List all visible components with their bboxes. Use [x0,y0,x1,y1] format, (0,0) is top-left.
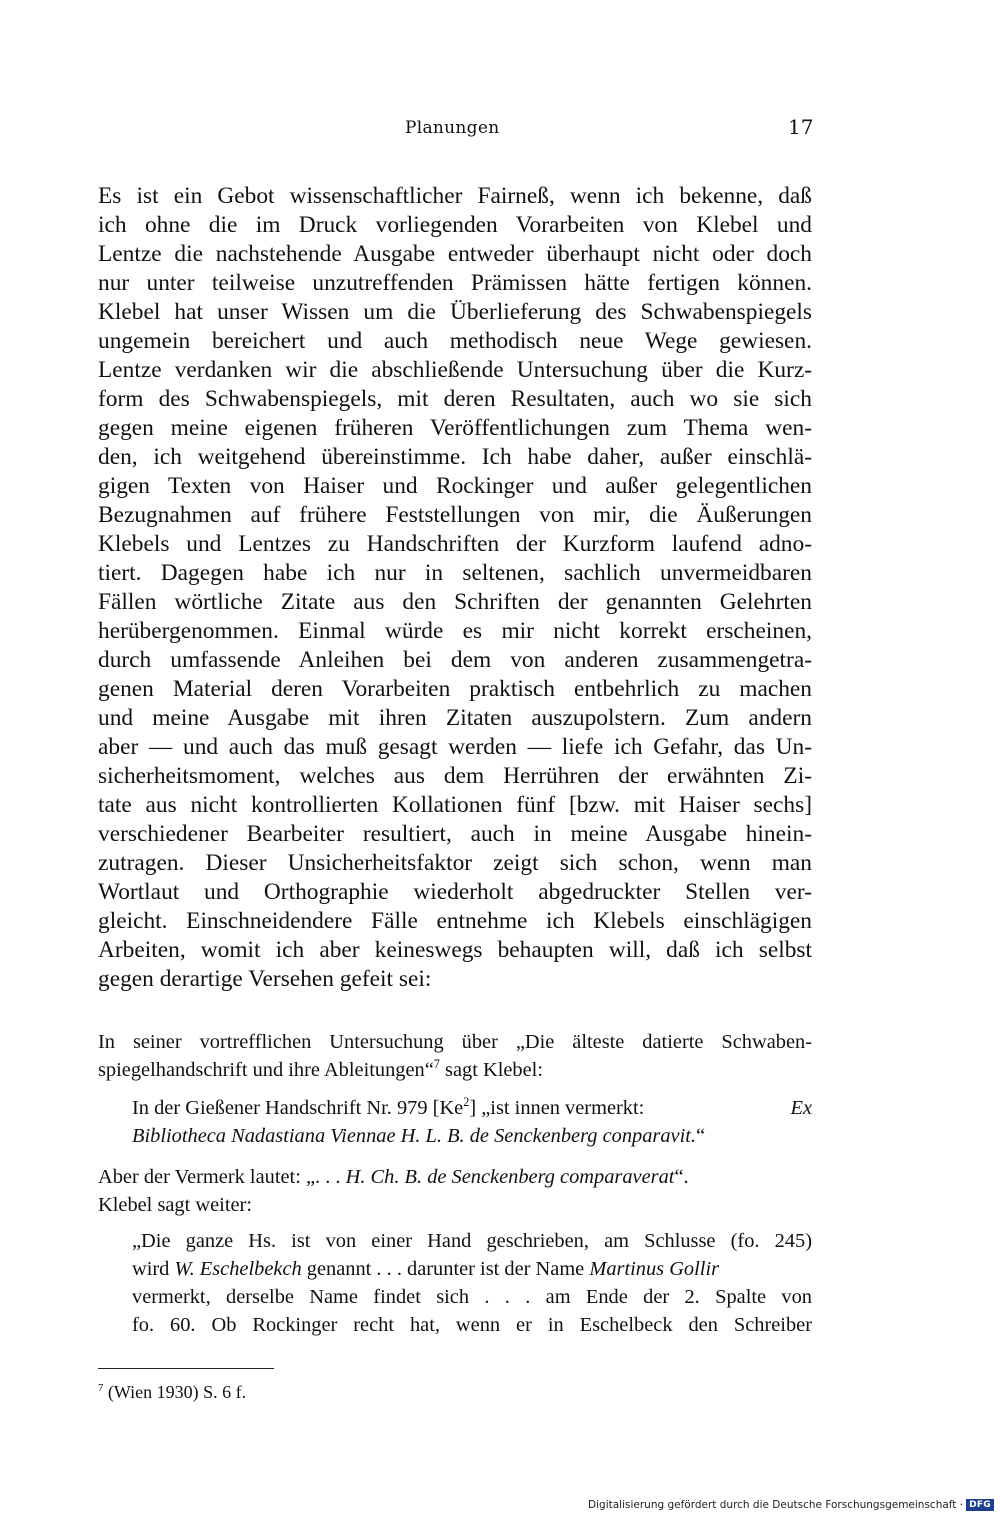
body-line: Arbeiten, womit ich aber keineswegs behaupten will, daß ich selbst [98,937,812,963]
digitization-footer [588,1499,994,1511]
quote-line: fo. 60. Ob Rockinger recht hat, wenn er in Eschelbeck den Schreiber [132,1314,812,1336]
block-quote-2 [132,1227,812,1339]
body-line: und meine Ausgabe mit ihren Zitaten auszupolstern. Zum andern [98,705,812,731]
body-line: genen Material deren Vorarbeiten praktisch entbehrlich zu machen [98,676,812,702]
body-line: ich ohne die im Druck vorliegenden Vorarbeiten von Klebel und [98,212,812,238]
body-line: Bezugnahmen auf frühere Feststellungen von mir, die Äußerungen [98,502,812,528]
page-number: 17 [788,115,814,139]
body-line: ungemein bereichert und auch methodisch neue Wege gewiesen. [98,328,812,354]
body-line: Lentze die nachstehende Ausgabe entweder überhaupt nicht oder doch [98,241,812,267]
body-line: herübergenommen. Einmal würde es mir nicht korrekt erscheinen, [98,618,812,644]
body-line: zutragen. Dieser Unsicherheitsfaktor zeigt sich schon, wenn man [98,850,812,876]
body-line: Es ist ein Gebot wissenschaftlicher Fairneß, wenn ich bekenne, daß [98,183,812,209]
body-line: Wortlaut und Orthographie wiederholt abgedruckter Stellen ver- [98,879,812,905]
footer-text: Digitalisierung gefördert durch die Deutsche Forschungsgemeinschaft · [588,1499,964,1511]
body-line: den, ich weitgehend übereinstimme. Ich habe daher, außer einschlä- [98,444,812,470]
body-line: tate aus nicht kontrollierten Kollationen fünf [bzw. mit Haiser sechs] [98,792,812,818]
body-line: Lentze verdanken wir die abschließende Untersuchung über die Kurz- [98,357,812,383]
dfg-logo: DFG [966,1499,994,1511]
quote-line: vermerkt, derselbe Name findet sich . . . am Ende der 2. Spalte von [132,1286,812,1308]
intro-line: In seiner vortrefflichen Untersuchung über „Die älteste datierte Schwaben- [98,1031,812,1053]
body-line: Klebel hat unser Wissen um die Überlieferung des Schwabenspiegels [98,299,812,325]
body-line: gegen meine eigenen früheren Veröffentlichungen zum Thema wen- [98,415,812,441]
body-line: gigen Texten von Haiser und Rockinger und außer gelegentlichen [98,473,812,499]
body-line: nur unter teilweise unzutreffenden Prämissen hätte fertigen können. [98,270,812,296]
main-paragraph [98,182,812,994]
body-line: tiert. Dagegen habe ich nur in seltenen, sachlich unvermeidbaren [98,560,812,586]
aber-paragraph [98,1163,812,1219]
body-line: Klebels und Lentzes zu Handschriften der Kurzform laufend adno- [98,531,812,557]
quote-line: „Die ganze Hs. ist von einer Hand geschrieben, am Schlusse (fo. 245) [132,1230,812,1252]
body-line: form des Schwabenspiegels, mit deren Resultaten, auch wo sie sich [98,386,812,412]
body-line: Fällen wörtliche Zitate aus den Schriften der genannten Gelehrten [98,589,812,615]
block-quote-1 [132,1094,812,1150]
aber-line: Klebel sagt weiter: [98,1194,253,1216]
footnote-rule [98,1368,274,1369]
footnote: $^7$ (Wien 1930) S. 6 f. [98,1382,247,1402]
quote-line: wird W. Eschelbekch genannt . . . darunter ist der Name Martinus Gollir [132,1258,720,1280]
body-line: gegen derartige Versehen gefeit sei: [98,966,432,992]
quote-line: In der Gießener Handschrift Nr. 979 [Ke$^2$] „ist innen vermerkt: Ex [132,1095,812,1119]
body-line: gleicht. Einschneidendere Fälle entnehme ich Klebels einschlägigen [98,908,812,934]
intro-paragraph [98,1028,812,1084]
aber-line: Aber der Vermerk lautet: „. . . H. Ch. B. de Senckenberg comparaverat“. [98,1166,689,1188]
running-header-title: Planungen [405,118,500,138]
body-line: aber — und auch das muß gesagt werden — liefe ich Gefahr, das Un- [98,734,812,760]
body-line: verschiedener Bearbeiter resultiert, auch in meine Ausgabe hinein- [98,821,812,847]
quote-line: Bibliotheca Nadastiana Viennae H. L. B. de Senckenberg conparavit.“ [132,1125,706,1147]
body-line: sicherheitsmoment, welches aus dem Herrühren der erwähnten Zi- [98,763,812,789]
intro-line: spiegelhandschrift und ihre Ableitungen“$^7$ sagt Klebel: [98,1057,543,1081]
body-line: durch umfassende Anleihen bei dem von anderen zusammengetra- [98,647,812,673]
